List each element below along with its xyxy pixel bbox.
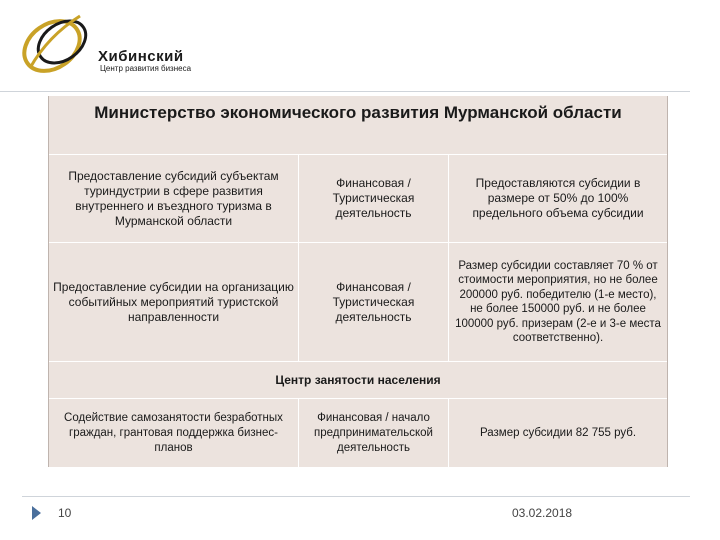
measure-cell: Предоставление субсидий субъектам туриндустрии в сфере развития внутреннего и въездного туризма в Мурманской области — [49, 155, 299, 242]
employment-header-row — [49, 362, 667, 399]
page-number: 10 — [58, 506, 72, 520]
measure-cell: Предоставление субсидии на организацию событийных мероприятий туристской направленности — [49, 243, 299, 361]
type-cell: Финансовая / Туристическая деятельность — [299, 155, 449, 242]
ministry-header-row — [49, 96, 667, 155]
bottom-divider — [22, 496, 690, 497]
table-row — [49, 155, 667, 243]
conditions-cell: Предоставляются субсидии в размере от 50% до 100% предельного объема субсидии — [472, 176, 644, 220]
top-divider — [0, 91, 690, 92]
conditions-cell: Размер субсидии 82 755 руб. — [479, 426, 637, 439]
logo-emblem-icon — [10, 6, 120, 86]
logo-name: Хибинский — [98, 48, 184, 65]
conditions-cell: Размер субсидии составляет 70 % от стоимости мероприятия, но не более 200000 руб. победителю (1-е место), не более 150000 руб. и не более 100000 руб. призерам (2-е и 3-е места соответственно). — [455, 259, 661, 344]
arrow-right-icon — [32, 506, 41, 520]
support-table — [48, 96, 668, 467]
type-cell: Финансовая / начало предпринимательской деятельность — [299, 399, 449, 467]
table-row — [49, 399, 667, 467]
logo — [10, 6, 230, 86]
employment-header: Центр занятости населения — [275, 373, 441, 387]
logo-subtitle: Центр развития бизнеса — [100, 64, 192, 73]
table-row — [49, 243, 667, 362]
slide-date: 03.02.2018 — [512, 506, 573, 520]
type-cell: Финансовая / Туристическая деятельность — [299, 243, 449, 361]
ministry-header: Министерство экономического развития Мурманской области — [94, 103, 622, 122]
measure-cell: Содействие самозанятости безработных граждан, грантовая поддержка бизнес-планов — [49, 399, 299, 467]
